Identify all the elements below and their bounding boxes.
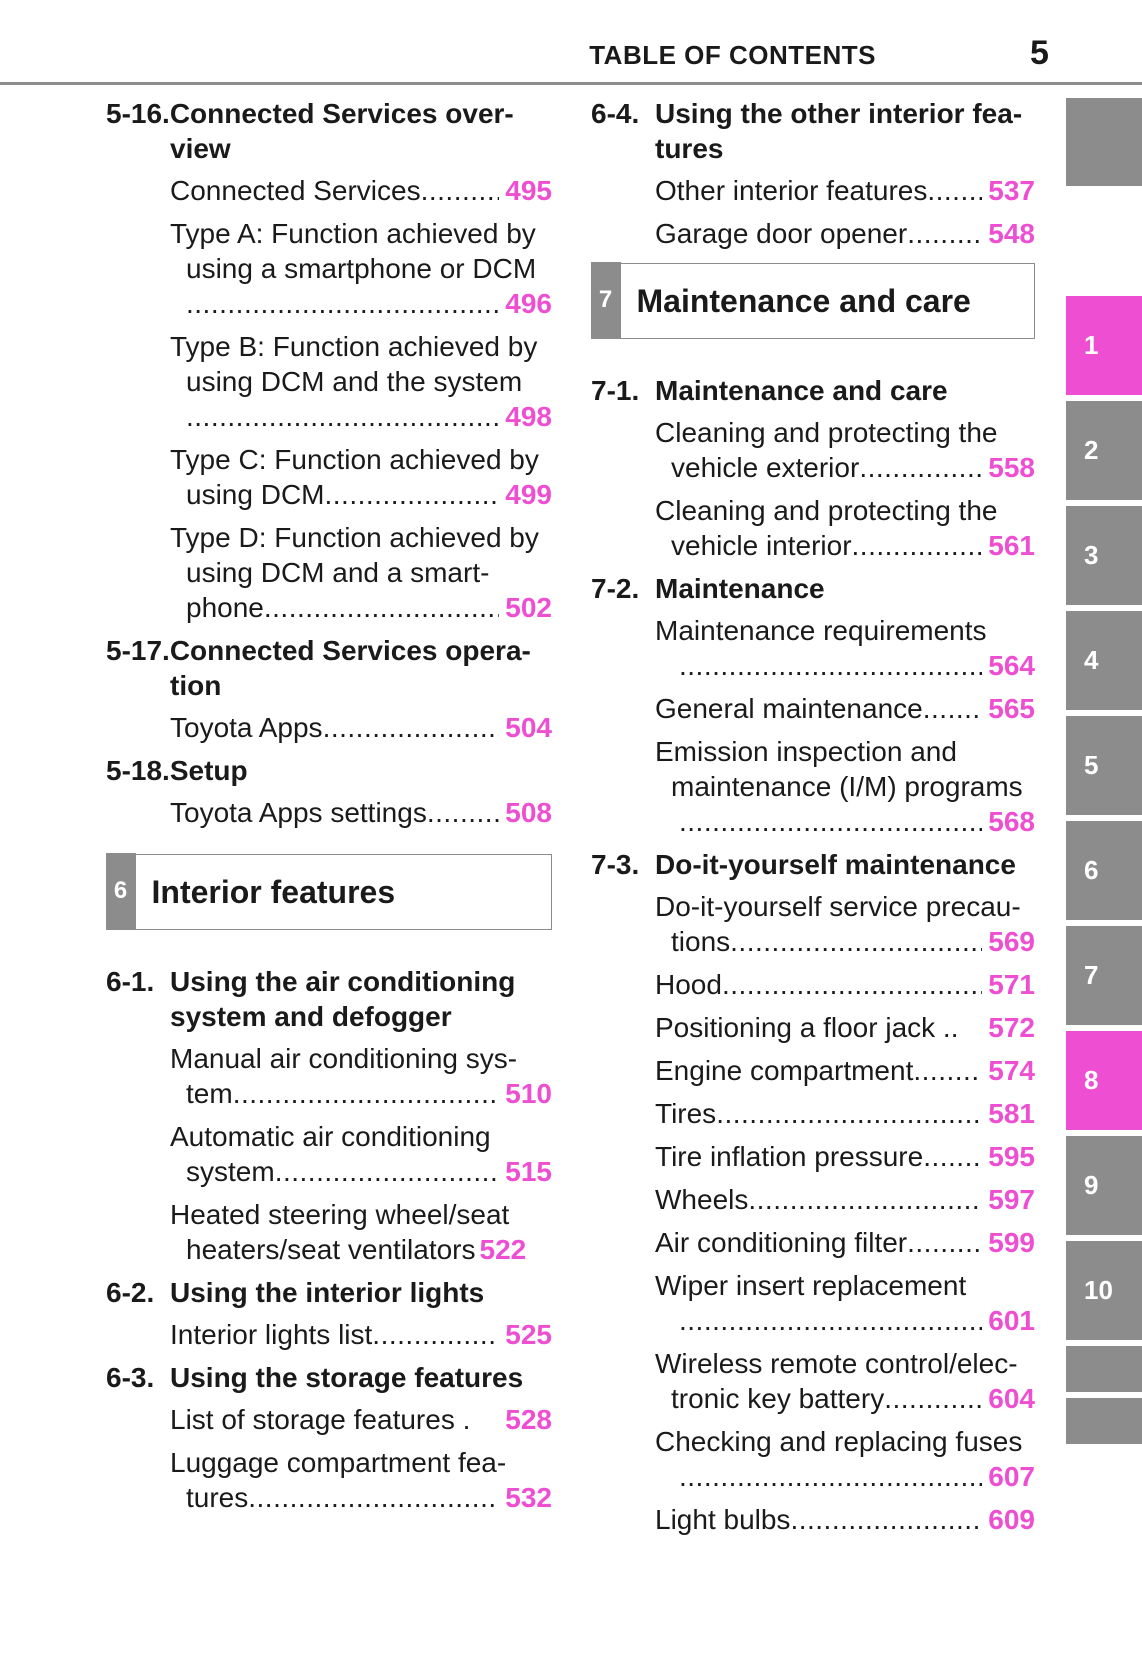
section-title-line: 5-17.Connected Services opera- xyxy=(106,635,531,666)
toc-entry-manual-ac[interactable] xyxy=(170,1041,552,1111)
chapter-title: Maintenance and care xyxy=(636,282,971,319)
entry-label: Garage door opener xyxy=(655,218,908,249)
section-number: 6-4. xyxy=(591,98,640,129)
chapter-title: Interior features xyxy=(151,873,396,910)
chapter-tab-9[interactable]: 9 xyxy=(1066,1136,1142,1235)
entry-page-number[interactable]: 504 xyxy=(505,712,552,743)
toc-section-6-2[interactable] xyxy=(106,1275,552,1310)
toc-entry-service-precautions[interactable] xyxy=(655,889,1035,959)
chapter-tab-4[interactable]: 4 xyxy=(1066,611,1142,710)
entry-page-number[interactable]: 568 xyxy=(988,806,1035,837)
header-rule xyxy=(0,82,1142,85)
entry-page-number[interactable]: 565 xyxy=(988,693,1035,724)
section-title-line: view xyxy=(170,133,231,164)
toc-entry-garage-door-opener[interactable] xyxy=(655,216,1035,251)
toc-entry-wiper-insert[interactable] xyxy=(655,1268,1035,1338)
entry-page-number[interactable]: 595 xyxy=(988,1141,1035,1172)
entry-page-number[interactable]: 496 xyxy=(505,288,552,319)
entry-label: Air conditioning filter xyxy=(655,1227,908,1258)
entry-label: General maintenance xyxy=(655,693,923,724)
chapter-tab-7[interactable]: 7 xyxy=(1066,926,1142,1025)
section-title: Maintenance xyxy=(655,573,825,604)
toc-entry-heated-steering[interactable] xyxy=(170,1197,552,1267)
entry-label: Other interior features xyxy=(655,175,928,206)
entry-label: phone xyxy=(186,592,264,623)
section-title-line: tures xyxy=(655,133,724,164)
toc-entry-floor-jack[interactable] xyxy=(655,1010,1035,1045)
entry-label: Heated steering wheel/seat xyxy=(170,1199,510,1230)
toc-entry-type-c[interactable] xyxy=(170,442,552,512)
entry-label: using DCM xyxy=(186,479,325,510)
toc-section-5-17[interactable] xyxy=(106,633,552,703)
section-number: 6-2. xyxy=(106,1277,155,1308)
entry-label: Engine compartment xyxy=(655,1055,914,1086)
entry-label: heaters/seat ventilators xyxy=(186,1234,476,1265)
chapter-tab-5[interactable]: 5 xyxy=(1066,716,1142,815)
toc-entry-other-interior-features[interactable] xyxy=(655,173,1035,208)
entry-label: Cleaning and protecting the xyxy=(655,495,998,526)
toc-entry-general-maintenance[interactable] xyxy=(655,691,1035,726)
page-number: 5 xyxy=(1030,34,1049,72)
entry-label: tronic key battery xyxy=(671,1383,885,1414)
section-number: 7-3. xyxy=(591,849,640,880)
toc-right-column xyxy=(591,96,1035,1545)
entry-page-number[interactable]: 499 xyxy=(505,479,552,510)
toc-entry-key-battery[interactable] xyxy=(655,1346,1035,1416)
section-number: 7-1. xyxy=(591,375,640,406)
entry-page-number[interactable]: 508 xyxy=(505,797,552,828)
toc-entry-fuses[interactable] xyxy=(655,1424,1035,1494)
chapter-tab-blank[interactable] xyxy=(1066,1346,1142,1392)
toc-entry-toyota-apps-settings[interactable] xyxy=(170,795,552,830)
entry-label: maintenance (I/M) programs xyxy=(671,771,1023,802)
toc-section-5-18[interactable] xyxy=(106,753,552,788)
entry-label: Emission inspection and xyxy=(655,736,957,767)
section-title-line: system and defogger xyxy=(170,1001,452,1032)
toc-entry-interior-lights-list[interactable] xyxy=(170,1317,552,1352)
toc-section-6-4[interactable] xyxy=(591,96,1035,166)
toc-entry-storage-features[interactable] xyxy=(170,1402,552,1437)
entry-page-number[interactable]: 561 xyxy=(988,530,1035,561)
toc-section-6-3[interactable] xyxy=(106,1360,552,1395)
entry-label: List of storage features . xyxy=(170,1404,471,1435)
entry-label: Maintenance requirements xyxy=(655,615,987,646)
entry-label: Do-it-yourself service precau- xyxy=(655,891,1021,922)
entry-page-number[interactable]: 498 xyxy=(505,401,552,432)
entry-page-number[interactable]: 510 xyxy=(505,1078,552,1109)
entry-page-number[interactable]: 599 xyxy=(988,1227,1035,1258)
chapter-tab-blank[interactable] xyxy=(1066,1398,1142,1444)
chapter-number: 6 xyxy=(106,853,136,929)
entry-label: Tire inflation pressure xyxy=(655,1141,924,1172)
toc-entry-engine-compartment[interactable] xyxy=(655,1053,1035,1088)
chapter-tab-2[interactable]: 2 xyxy=(1066,401,1142,500)
entry-page-number[interactable]: 564 xyxy=(988,650,1035,681)
section-title-line: 5-18.Setup xyxy=(106,755,248,786)
entry-page-number[interactable]: 572 xyxy=(988,1012,1035,1043)
entry-page-number[interactable]: 609 xyxy=(988,1504,1035,1535)
page-header-title: TABLE OF CONTENTS xyxy=(589,40,876,70)
entry-page-number[interactable]: 537 xyxy=(988,175,1035,206)
entry-label: Wheels xyxy=(655,1184,749,1215)
section-title: Maintenance and care xyxy=(655,375,948,406)
entry-label: Type B: Function achieved by xyxy=(170,331,538,362)
toc-entry-cleaning-interior[interactable] xyxy=(655,493,1035,563)
toc-entry-automatic-ac[interactable] xyxy=(170,1119,552,1189)
toc-entry-maintenance-requirements[interactable] xyxy=(655,613,1035,683)
entry-label: tem xyxy=(186,1078,233,1109)
entry-page-number[interactable]: 532 xyxy=(505,1482,552,1513)
entry-label: using DCM and the system xyxy=(186,366,523,397)
entry-label: tures xyxy=(186,1482,249,1513)
entry-label: system xyxy=(186,1156,275,1187)
section-number: 7-2. xyxy=(591,573,640,604)
toc-section-6-1[interactable] xyxy=(106,964,552,1034)
entry-label: vehicle interior xyxy=(671,530,852,561)
entry-label: Tires xyxy=(655,1098,717,1129)
entry-page-number[interactable]: 574 xyxy=(988,1055,1035,1086)
section-title: Using the interior lights xyxy=(170,1277,485,1308)
entry-page-number[interactable]: 515 xyxy=(505,1156,552,1187)
toc-left-column xyxy=(106,96,552,1523)
section-title-line: tion xyxy=(170,670,222,701)
toc-entry-type-d[interactable] xyxy=(170,520,552,625)
chapter-number: 7 xyxy=(591,262,621,338)
entry-page-number[interactable]: 528 xyxy=(505,1404,552,1435)
entry-label: Checking and replacing fuses xyxy=(655,1426,1023,1457)
entry-label: Automatic air conditioning xyxy=(170,1121,491,1152)
toc-entry-cleaning-exterior[interactable] xyxy=(655,415,1035,485)
section-number: 6-3. xyxy=(106,1362,155,1393)
section-title: Do-it-yourself maintenance xyxy=(655,849,1016,880)
entry-label: Type D: Function achieved by xyxy=(170,522,539,553)
toc-entry-tire-inflation-pressure[interactable] xyxy=(655,1139,1035,1174)
section-title: Using the other interior fea- xyxy=(655,98,1023,129)
toc-entry-connected-services[interactable] xyxy=(170,173,552,208)
chapter-tab-blank[interactable] xyxy=(1066,98,1142,186)
section-number: 6-1. xyxy=(106,966,155,997)
entry-label: Connected Services xyxy=(170,175,421,206)
entry-label: Wireless remote control/elec- xyxy=(655,1348,1018,1379)
entry-label: Luggage compartment fea- xyxy=(170,1447,507,1478)
entry-label: Wiper insert replacement xyxy=(655,1270,967,1301)
entry-page-number[interactable]: 571 xyxy=(988,969,1035,1000)
entry-label: using DCM and a smart- xyxy=(186,557,490,588)
entry-page-number[interactable]: 607 xyxy=(988,1461,1035,1492)
chapter-tab-10[interactable]: 10 xyxy=(1066,1241,1142,1340)
entry-label: Cleaning and protecting the xyxy=(655,417,998,448)
entry-page-number[interactable]: 601 xyxy=(988,1305,1035,1336)
entry-label: Positioning a floor jack .. xyxy=(655,1012,959,1043)
toc-entry-luggage-compartment[interactable] xyxy=(170,1445,552,1515)
toc-section-7-2[interactable] xyxy=(591,571,1035,606)
chapter-6-heading[interactable] xyxy=(106,854,552,930)
chapter-tab-1[interactable]: 1 xyxy=(1066,296,1142,395)
entry-page-number[interactable]: 548 xyxy=(988,218,1035,249)
entry-label: Interior lights list xyxy=(170,1319,373,1350)
toc-section-5-16[interactable] xyxy=(106,96,552,166)
toc-entry-type-b[interactable] xyxy=(170,329,552,434)
section-title: Using the storage features xyxy=(170,1362,524,1393)
entry-page-number[interactable]: 597 xyxy=(988,1184,1035,1215)
entry-label: using a smartphone or DCM xyxy=(186,253,537,284)
toc-entry-light-bulbs[interactable] xyxy=(655,1502,1035,1537)
toc-entry-tires[interactable] xyxy=(655,1096,1035,1131)
entry-page-number[interactable]: 604 xyxy=(988,1383,1035,1414)
entry-label: Type A: Function achieved by xyxy=(170,218,536,249)
toc-entry-hood[interactable] xyxy=(655,967,1035,1002)
toc-entry-emission-inspection[interactable] xyxy=(655,734,1035,839)
entry-page-number[interactable]: 495 xyxy=(505,175,552,206)
chapter-tab-8[interactable]: 8 xyxy=(1066,1031,1142,1130)
entry-label: Manual air conditioning sys- xyxy=(170,1043,518,1074)
chapter-tab-6[interactable]: 6 xyxy=(1066,821,1142,920)
section-title-line: 5-16.Connected Services over- xyxy=(106,98,514,129)
chapter-tab-3[interactable]: 3 xyxy=(1066,506,1142,605)
toc-entry-type-a[interactable] xyxy=(170,216,552,321)
toc-section-7-1[interactable] xyxy=(591,373,1035,408)
entry-page-number[interactable]: 525 xyxy=(505,1319,552,1350)
entry-label: Type C: Function achieved by xyxy=(170,444,539,475)
toc-entry-ac-filter[interactable] xyxy=(655,1225,1035,1260)
entry-page-number[interactable]: 558 xyxy=(988,452,1035,483)
entry-page-number[interactable]: 522 xyxy=(479,1234,527,1265)
entry-page-number[interactable]: 502 xyxy=(505,592,552,623)
entry-label: Toyota Apps xyxy=(170,712,323,743)
section-title: Using the air conditioning xyxy=(170,966,516,997)
toc-section-7-3[interactable] xyxy=(591,847,1035,882)
entry-label: tions xyxy=(671,926,731,957)
entry-label: Toyota Apps settings xyxy=(170,797,427,828)
toc-entry-wheels[interactable] xyxy=(655,1182,1035,1217)
entry-page-number[interactable]: 569 xyxy=(988,926,1035,957)
toc-entry-toyota-apps[interactable] xyxy=(170,710,552,745)
entry-label: vehicle exterior xyxy=(671,452,860,483)
chapter-7-heading[interactable] xyxy=(591,263,1035,339)
entry-page-number[interactable]: 581 xyxy=(988,1098,1035,1129)
entry-label: Light bulbs xyxy=(655,1504,791,1535)
entry-label: Hood xyxy=(655,969,722,1000)
chapter-tabs xyxy=(1066,98,1142,1450)
